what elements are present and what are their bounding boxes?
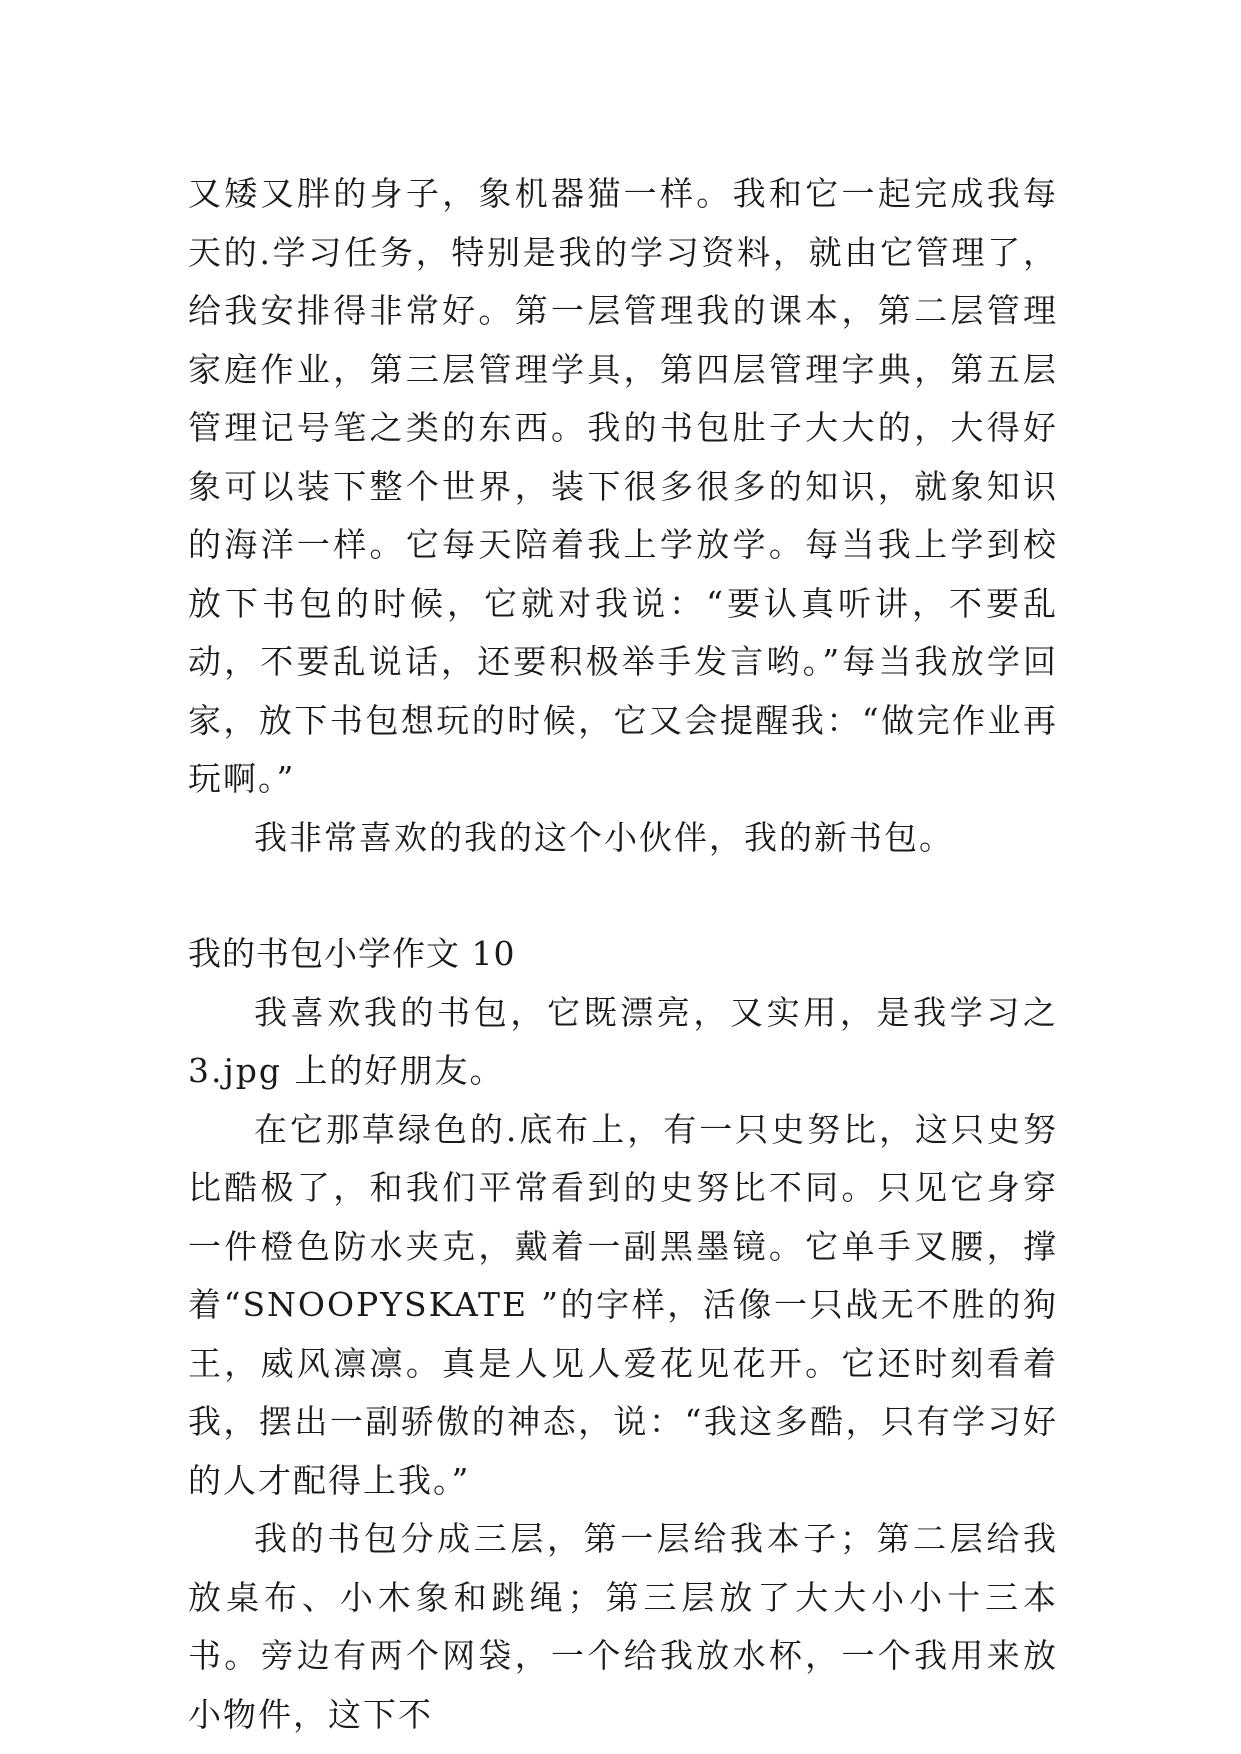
paragraph-intro: 我喜欢我的书包，它既漂亮，又实用，是我学习之 3.jpg 上的好朋友。	[188, 992, 1058, 1090]
paragraph-compartments: 我的书包分成三层，第一层给我本子；第二层给我放桌布、小木象和跳绳；第三层放了大大小小十三本书。旁边有两个网袋，一个给我放水杯，一个我用来放小物件，这下不	[188, 1519, 1058, 1734]
section-spacer	[188, 867, 1058, 925]
document-page	[188, 165, 1058, 1744]
paragraph-snoopy: 在它那草绿色的.底布上，有一只史努比，这只史努比酷极了，和我们平常看到的史努比不同。只见它身穿一件橙色防水夹克，戴着一副黑墨镜。它单手叉腰，撑着“SNOOPYSKATE ”的字样，活像一只战无不胜的狗王，威风凛凛。真是人见人爱花见花开。它还时刻看着我，摆出一副骄傲的神态，说：“我这多酷，只有学习好的人才配得上我。”	[188, 1109, 1058, 1500]
paragraph-closing: 我非常喜欢的我的这个小伙伴，我的新书包。	[254, 817, 954, 857]
paragraph-bookbag-description: 又矮又胖的身子，象机器猫一样。我和它一起完成我每天的.学习任务，特别是我的学习资料，就由它管理了，给我安排得非常好。第一层管理我的课本，第二层管理家庭作业，第三层管理学具，第四层管理字典，第五层管理记号笔之类的东西。我的书包肚子大大的，大得好象可以装下整个世界，装下很多很多的知识，就象知识的海洋一样。它每天陪着我上学放学。每当我上学到校放下书包的时候，它就对我说：“要认真听讲，不要乱动，不要乱说话，还要积极举手发言哟。”每当我放学回家，放下书包想玩的时候，它又会提醒我：“做完作业再玩啊。”	[188, 174, 1058, 798]
section-title: 我的书包小学作文 10	[188, 934, 516, 973]
